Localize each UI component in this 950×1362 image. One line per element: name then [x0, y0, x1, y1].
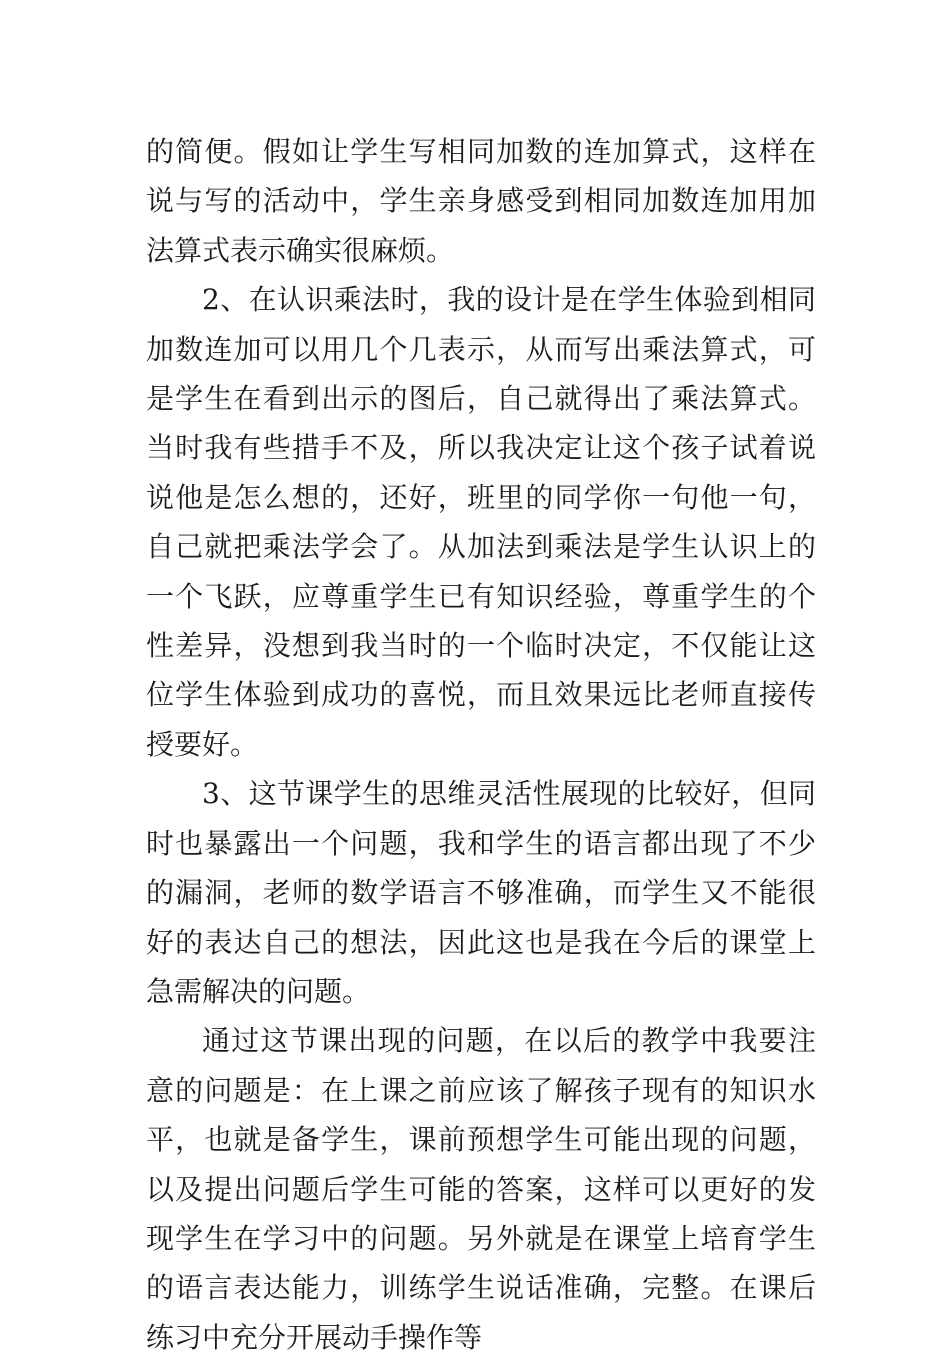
document-body	[146, 127, 816, 1362]
paragraph-conclusion: 通过这节课出现的问题，在以后的教学中我要注意的问题是：在上课之前应该了解孩子现有的知识水平，也就是备学生，课前预想学生可能出现的问题，以及提出问题后学生可能的答案，这样可以更好的发现学生在学习中的问题。另外就是在课堂上培育学生的语言表达能力，训练学生说话准确，完整。在课后练习中充分开展动手操作等	[146, 1024, 816, 1354]
paragraph-point-3: 3、这节课学生的思维灵活性展现的比较好，但同时也暴露出一个问题，我和学生的语言都出现了不少的漏洞，老师的数学语言不够准确，而学生又不能很好的表达自己的想法，因此这也是我在今后的课堂上急需解决的问题。	[146, 777, 816, 1008]
paragraph-point-2: 2、在认识乘法时，我的设计是在学生体验到相同加数连加可以用几个几表示，从而写出乘法算式，可是学生在看到出示的图后，自己就得出了乘法算式。当时我有些措手不及，所以我决定让这个孩子试着说说他是怎么想的，还好，班里的同学你一句他一句，自己就把乘法学会了。从加法到乘法是学生认识上的一个飞跃，应尊重学生已有知识经验，尊重学生的个性差异，没想到我当时的一个临时决定，不仅能让这位学生体验到成功的喜悦，而且效果远比老师直接传授要好。	[146, 283, 816, 761]
paragraph-continuation: 的简便。假如让学生写相同加数的连加算式，这样在说与写的活动中，学生亲身感受到相同加数连加用加法算式表示确实很麻烦。	[146, 135, 816, 267]
